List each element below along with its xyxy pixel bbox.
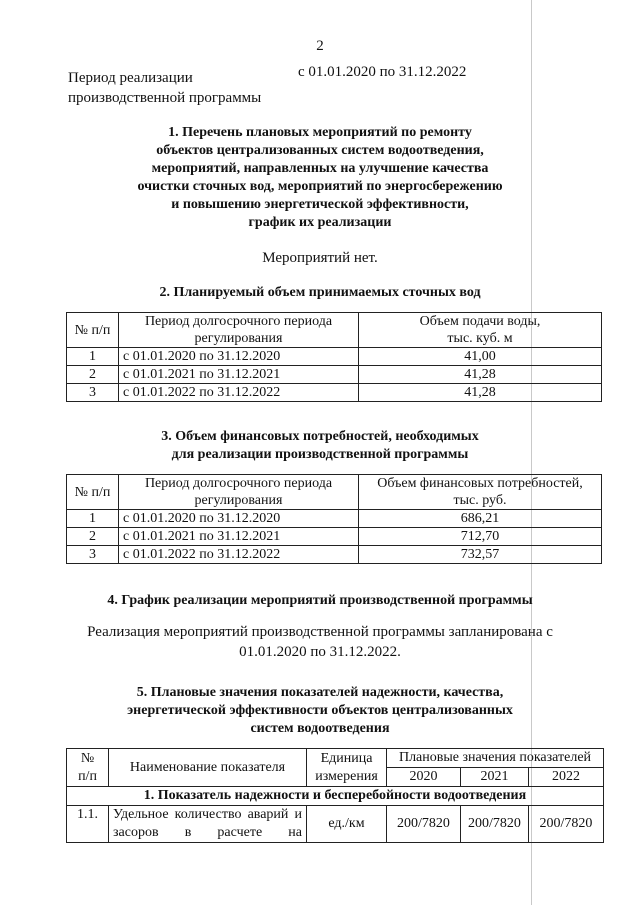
row-period: с 01.01.2022 по 31.12.2022	[119, 546, 359, 564]
row-value: 41,28	[359, 384, 602, 402]
row-value: 732,57	[359, 546, 602, 564]
wastewater-volume-table	[66, 312, 602, 402]
row-period: с 01.01.2021 по 31.12.2021	[119, 528, 359, 546]
section1-title	[0, 124, 640, 232]
row-value: 686,21	[359, 510, 602, 528]
row-period: с 01.01.2022 по 31.12.2022	[119, 384, 359, 402]
subsection-title: 1. Показатель надежности и бесперебойности водоотведения	[67, 787, 604, 806]
header-num	[67, 749, 109, 787]
header-period	[119, 475, 359, 510]
header-line: Объем финансовых потребностей,	[377, 476, 583, 491]
financial-needs-table	[66, 474, 602, 564]
section4-title: 4. График реализации мероприятий производственной программы	[107, 593, 533, 608]
header-line: тыс. руб.	[453, 493, 507, 508]
row-num: 3	[67, 384, 119, 402]
table-row	[67, 510, 602, 528]
row-value-2020: 200/7820	[387, 806, 461, 843]
row-period: с 01.01.2020 по 31.12.2020	[119, 510, 359, 528]
title-line: 5. Плановые значения показателей надежности, качества,	[136, 685, 504, 700]
table-row	[67, 806, 604, 843]
period-label-line: производственной программы	[68, 90, 262, 106]
period-value: с 01.01.2020 по 31.12.2022	[298, 64, 467, 80]
header-year: 2022	[529, 768, 604, 787]
header-line: регулирования	[194, 331, 283, 346]
title-line: для реализации производственной программы	[171, 447, 469, 462]
title-line: объектов централизованных систем водоотведения,	[156, 143, 484, 158]
header-num: № п/п	[67, 313, 119, 348]
row-num: 2	[67, 528, 119, 546]
row-unit: ед./км	[307, 806, 387, 843]
table-row	[67, 528, 602, 546]
header-line: №	[80, 750, 95, 766]
table-row	[67, 348, 602, 366]
row-value-2022: 200/7820	[529, 806, 604, 843]
section5-title	[0, 684, 640, 738]
title-line: график их реализации	[248, 215, 392, 230]
row-name	[109, 806, 307, 843]
table-row	[67, 384, 602, 402]
indicators-table	[66, 748, 604, 843]
period-label-line: Период реализации	[68, 70, 193, 86]
header-line: измерения	[315, 768, 378, 784]
section4-text	[0, 622, 640, 662]
header-year: 2020	[387, 768, 461, 787]
header-unit	[307, 749, 387, 787]
row-num: 2	[67, 366, 119, 384]
table-header-row	[67, 749, 604, 768]
row-value-2021: 200/7820	[461, 806, 529, 843]
header-line: регулирования	[194, 493, 283, 508]
header-line: Объем подачи воды,	[419, 314, 541, 329]
title-line: 1. Перечень плановых мероприятий по ремонту	[168, 125, 472, 140]
row-num: 1	[67, 348, 119, 366]
row-num: 1	[67, 510, 119, 528]
row-period: с 01.01.2021 по 31.12.2021	[119, 366, 359, 384]
section1-text: Мероприятий нет.	[262, 250, 378, 266]
page-number: 2	[316, 38, 324, 54]
header-value	[359, 475, 602, 510]
row-num: 3	[67, 546, 119, 564]
table-header-row	[67, 313, 602, 348]
header-name: Наименование показателя	[109, 749, 307, 787]
title-line: и повышению энергетической эффективности,	[171, 197, 469, 212]
header-line: тыс. куб. м	[447, 331, 513, 346]
row-value: 41,00	[359, 348, 602, 366]
header-line: п/п	[78, 768, 97, 784]
header-period	[119, 313, 359, 348]
header-line: Период долгосрочного периода	[144, 476, 333, 491]
header-line: Период долгосрочного периода	[144, 314, 333, 329]
period-label	[68, 68, 261, 108]
header-line: Единица	[320, 750, 373, 766]
table-row	[67, 546, 602, 564]
row-name-line: засоров в расчете на	[113, 825, 302, 840]
section3-title	[0, 428, 640, 464]
header-num: № п/п	[67, 475, 119, 510]
row-name-line: Удельное количество аварий и	[113, 807, 302, 822]
row-value: 41,28	[359, 366, 602, 384]
header-planned: Плановые значения показателей	[387, 749, 604, 768]
row-num: 1.1.	[67, 806, 109, 843]
row-value: 712,70	[359, 528, 602, 546]
row-period: с 01.01.2020 по 31.12.2020	[119, 348, 359, 366]
title-line: систем водоотведения	[250, 721, 390, 736]
table-row	[67, 366, 602, 384]
title-line: очистки сточных вод, мероприятий по энергосбережению	[137, 179, 503, 194]
title-line: энергетической эффективности объектов централизованных	[127, 703, 513, 718]
header-value	[359, 313, 602, 348]
title-line: 3. Объем финансовых потребностей, необходимых	[161, 429, 479, 444]
table-subsection-row	[67, 787, 604, 806]
text-line: 01.01.2020 по 31.12.2022.	[239, 644, 401, 660]
header-year: 2021	[461, 768, 529, 787]
section2-title: 2. Планируемый объем принимаемых сточных вод	[159, 285, 481, 300]
title-line: мероприятий, направленных на улучшение качества	[151, 161, 489, 176]
table-header-row	[67, 475, 602, 510]
text-line: Реализация мероприятий производственной программы запланирована с	[87, 624, 553, 640]
